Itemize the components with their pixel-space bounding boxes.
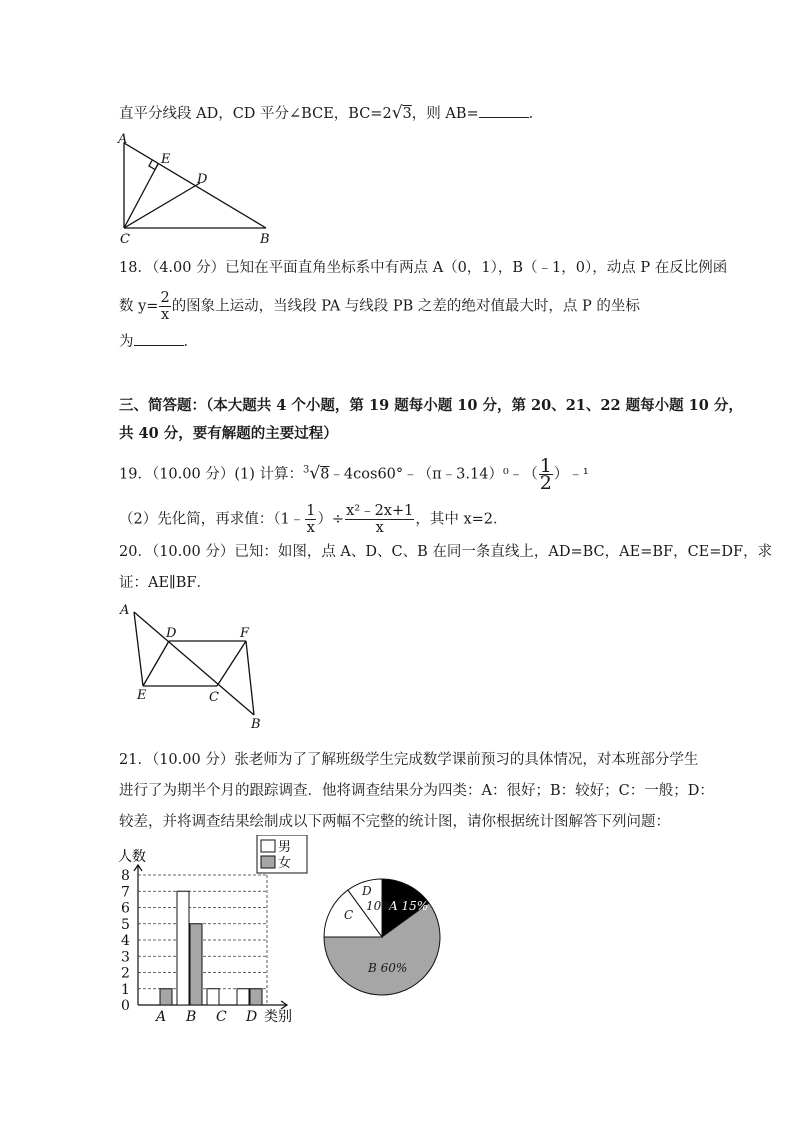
fraction-poly-over-x: $\frac{\text{x²﹣2x+1}}{x}$ (346, 503, 414, 536)
bar-A-女 (160, 989, 172, 1005)
q21-line3: 较差，并将调查结果绘制成以下两幅不完整的统计图，请你根据统计图解答下列问题： (119, 814, 670, 830)
label-E: E (161, 152, 171, 167)
y-tick-label: 6 (121, 900, 130, 917)
bar-B-男 (177, 891, 189, 1005)
legend-swatch-male (261, 840, 275, 852)
legend (257, 835, 307, 873)
x-axis-label: 类别 (264, 1009, 292, 1025)
y-tick-label: 3 (121, 949, 130, 966)
bar-D-女 (250, 989, 262, 1005)
q21-line2: 进行了为期半个月的跟踪调查．他将调查结果分为四类：A：很好；B：较好；C：一般；D： (119, 783, 714, 799)
fraction-1-over-x: $\frac{1}{x}$ (306, 503, 316, 536)
legend-label-male: 男 (278, 840, 292, 855)
figure-17-triangle (114, 132, 284, 247)
fraction-half: $\frac{1}{2}$ (539, 455, 552, 494)
answer-blank-18[interactable] (134, 331, 184, 346)
y-tick-label: 4 (121, 933, 130, 949)
bar-chart (112, 835, 327, 1030)
y-tick-label: 7 (121, 884, 130, 901)
q21-line1: 21．（10.00 分）张老师为了了解班级学生完成数学课前预习的具体情况，对本班部分学生 (119, 752, 699, 768)
q18-line2: 数 y= $\frac{2}{x}$ 的图象上运动，当线段 PA 与线段 PB 之差的绝对值最大时，点 P 的坐标 (119, 290, 640, 323)
label-E: E (137, 688, 147, 703)
label-D: D (166, 626, 177, 641)
fraction-2-over-x: $\frac{2}{x}$ (160, 290, 170, 323)
answer-blank-17[interactable] (479, 103, 529, 118)
label-A: A (120, 603, 130, 618)
label-B: B (260, 232, 270, 247)
section3-line2: 共 40 分，要有解题的主要过程） (119, 425, 338, 442)
x-tick-label: B (186, 1009, 197, 1025)
label-D: D (197, 172, 208, 187)
q18-line3: 为 ． (119, 331, 198, 352)
q17-tail-line: 直平分线段 AD，CD 平分∠BCE，BC=2√3，则 AB= ． (119, 103, 544, 123)
y-tick-label: 5 (121, 916, 130, 933)
x-tick-label: D (246, 1009, 258, 1025)
figure-20-diagram (114, 598, 274, 733)
legend-label-female: 女 (278, 856, 292, 871)
sqrt-sign: √ (391, 103, 403, 123)
y-tick-label: 2 (121, 965, 130, 982)
cbrt-sign: √ (309, 463, 321, 484)
y-tick-label: 1 (121, 981, 130, 998)
q20-line2: 证：AE∥BF． (119, 575, 211, 591)
pie-chart (320, 875, 460, 1005)
bar-C-男 (207, 989, 219, 1005)
pie-label-B: B 60% (368, 961, 408, 975)
q19-line2: （2）先化简，再求值：（1﹣ $\frac{1}{x}$ ）÷ $\frac{\text{x²﹣2x+1}}{x}$ ，其中 x=2． (119, 503, 508, 536)
pie-label-A: A 15% (389, 899, 429, 913)
pie-label-C: C (344, 908, 354, 922)
section3-line1: 三、简答题：（本大题共 4 个小题，第 19 题每小题 10 分，第 20、21、22 题每小题 10 分， (119, 397, 743, 414)
y-tick-label: 8 (121, 868, 130, 884)
label-B: B (251, 717, 261, 732)
y-tick-label: 0 (121, 998, 130, 1014)
pie-label-D: D (362, 884, 372, 898)
legend-swatch-female (261, 856, 275, 868)
y-axis-label: 人数 (118, 849, 146, 865)
q20-line1: 20．（10.00 分）已知：如图，点 A、D、C、B 在同一条直线上，AD=BC，AE=BF，CE=DF，求 (119, 544, 773, 560)
label-F: F (240, 626, 250, 641)
x-tick-label: A (156, 1009, 167, 1025)
bar-D-男 (237, 989, 249, 1005)
label-A: A (118, 132, 128, 147)
q19-line1: 19．（10.00 分）(1) 计算：$^3$√8﹣4cos60°﹣（π﹣3.14）⁰﹣（ $\frac{1}{2}$ ）﹣¹ (119, 455, 589, 494)
q18-line1: 18．（4.00 分）已知在平面直角坐标系中有两点 A（0，1），B（﹣1，0），动点 P 在反比例函 (119, 260, 728, 276)
x-tick-label: C (216, 1009, 227, 1025)
pie-label-D-percent: 10% (366, 899, 393, 913)
bar-B-女 (190, 924, 202, 1005)
label-C: C (120, 232, 130, 247)
label-C: C (209, 690, 219, 705)
